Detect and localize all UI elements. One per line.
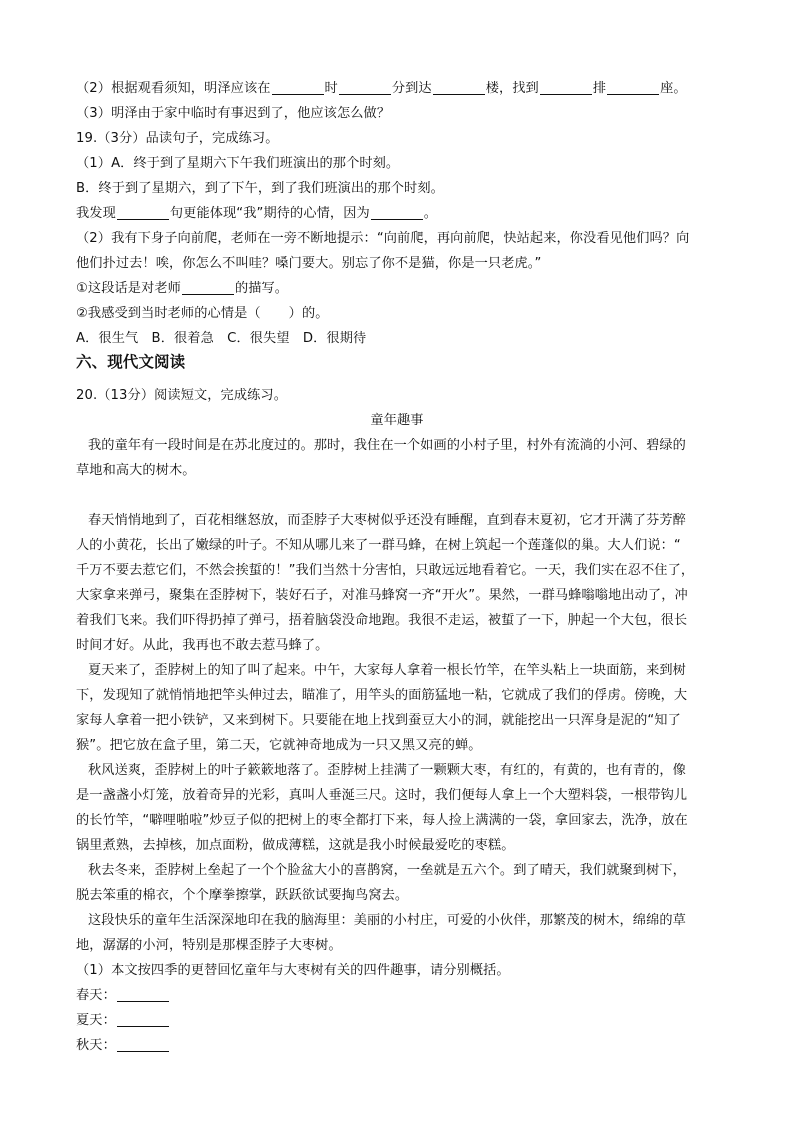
passage-line: 春天悄悄地到了，百花相继怒放，而歪脖子大枣树似乎还没有睡醒，直到春末夏初，它才开满了芬芳醉	[88, 513, 686, 528]
answer-blank-seat[interactable]	[607, 80, 659, 95]
passage-line: 我的童年有一段时间是在苏北度过的。那时，我住在一个如画的小村子里，村外有流淌的小河、碧绿的	[88, 438, 686, 453]
q18-item3: （3）明泽由于家中临时有事迟到了，他应该怎么做？	[76, 106, 391, 121]
passage-line: 大家拿来弹弓，聚集在歪脖树下，装好石子，对准马蜂窝一齐“开火”。果然，一群马蜂嗡嗡地出动了，冲	[76, 588, 688, 603]
q20-autumn	[76, 1033, 722, 1058]
passage-line: 脱去笨重的棉衣，个个摩拳擦掌，跃跃欲试要掏鸟窝去。	[76, 888, 409, 903]
answer-blank-spring[interactable]	[117, 987, 169, 1002]
answer-blank-row[interactable]	[540, 80, 592, 95]
q19-compare-text: 我发现	[76, 206, 116, 221]
passage-line: 猴”。把它放在盒子里，第二天，它就神奇地成为一只又黑又亮的蝉。	[76, 738, 482, 753]
passage-line: 锅里煮熟，去掉核，加点面粉，做成薄糕，这就是我小时候最爱吃的枣糕。	[76, 838, 515, 853]
passage-line: 这段快乐的童年生活深深地印在我的脑海里：美丽的小村庄，可爱的小伙伴，那繁茂的树木，绵绵的草	[88, 913, 686, 928]
q18-item2	[76, 76, 722, 101]
answer-blank-minute[interactable]	[339, 80, 391, 95]
passage-line: 千万不要去惹它们，不然会挨蜇的！”我们当然十分害怕，只敢远远地看着它。一天，我们实在忍不住了，	[76, 563, 695, 578]
q20-summer	[76, 1008, 722, 1033]
answer-blank-floor[interactable]	[433, 80, 485, 95]
q19-heading: 19.（3分）品读句子，完成练习。	[76, 131, 279, 146]
passage-line: 草地和高大的树木。	[76, 463, 196, 478]
q19-sub2-text: ）的。	[288, 306, 329, 321]
passage-line: 秋去冬来，歪脖树上垒起了一个个脸盆大小的喜鹊窝，一垒就是五六个。到了晴天，我们就聚到树下，	[88, 863, 686, 878]
q20-sub1: （1）本文按四季的更替回忆童年与大枣树有关的四件趣事，请分别概括。	[76, 963, 510, 978]
q18-item2-text: 排	[592, 81, 607, 96]
q20-spring	[76, 983, 722, 1008]
q19-options[interactable]: A．很生气 B．很着急 C．很失望 D．很期待	[76, 331, 367, 346]
passage-line: 地，潺潺的小河，特别是那棵歪脖子大枣树。	[76, 938, 342, 953]
q19-passage-line: 他们扑过去！唉，你怎么不叫哇？嗓门要大。别忘了你不是猫，你是一只老虎。”	[76, 256, 542, 271]
q19-compare	[76, 201, 722, 226]
q18-item2-text: 座。	[660, 81, 687, 96]
q19-sub1	[76, 276, 722, 301]
q18-item2-text: （2）根据观看须知，明泽应该在	[76, 81, 271, 96]
q19-sentence-a: （1）A．终于到了星期六下午我们班演出的那个时刻。	[76, 156, 400, 171]
q18-item2-text: 分到达	[391, 81, 432, 96]
section-heading: 六、现代文阅读	[76, 353, 186, 371]
answer-blank-reason[interactable]	[371, 205, 423, 220]
passage-line: 家每人拿着一把小铁铲，又来到树下。只要能在地上找到蚕豆大小的洞，就能挖出一只浑身是泥的“知了	[76, 713, 681, 728]
q20-heading: 20.（13分）阅读短文，完成练习。	[76, 388, 287, 403]
q19-sub1-text: 的描写。	[234, 281, 289, 296]
passage-line: 下，发现知了就悄悄地把竿头伸过去，瞄准了，用竿头的面筋猛地一粘，它就成了我们的俘虏。傍晚，大	[76, 688, 688, 703]
season-label: 秋天：	[76, 1038, 116, 1053]
answer-blank-summer[interactable]	[117, 1012, 169, 1027]
q19-passage-line: （2）我有下身子向前爬，老师在一旁不断地提示：“向前爬，再向前爬，快站起来，你没看见他们吗？向	[76, 231, 690, 246]
answer-blank-autumn[interactable]	[117, 1037, 169, 1052]
passage-line: 的长竹竿，“噼哩啪啦”炒豆子似的把树上的枣全都打下来，每人捡上满满的一袋，拿回家去，洗净，放在	[76, 813, 688, 828]
passage-line: 是一盏盏小灯笼，放着奇异的光彩，真叫人垂涎三尺。这时，我们便每人拿上一个大塑料袋，一根带钩儿	[76, 788, 688, 803]
q18-item2-text: 楼，找到	[485, 81, 539, 96]
passage-line: 秋风送爽，歪脖树上的叶子簌簌地落了。歪脖树上挂满了一颗颗大枣，有红的，有黄的，也有青的，像	[88, 763, 686, 778]
answer-blank-description[interactable]	[182, 280, 234, 295]
season-label: 夏天：	[76, 1013, 116, 1028]
season-label: 春天：	[76, 988, 116, 1003]
q19-compare-text: 。	[423, 206, 438, 221]
q19-sub2	[76, 301, 722, 326]
passage-title: 童年趣事	[370, 413, 424, 428]
q18-item2-text: 时	[324, 81, 338, 96]
answer-blank-sentence[interactable]	[117, 205, 169, 220]
q19-compare-text: 句更能体现“我”期待的心情，因为	[169, 206, 370, 221]
passage-line: 着我们飞来。我们吓得扔掉了弹弓，捂着脑袋没命地跑。我很不走运，被蜇了一下，肿起一个大包，很长	[76, 613, 688, 628]
passage-line: 人的小黄花，长出了嫩绿的叶子。不知从哪儿来了一群马蜂，在树上筑起一个莲蓬似的巢。大人们说：“	[76, 538, 681, 553]
answer-blank-hour[interactable]	[272, 80, 324, 95]
q19-sub1-text: ①这段话是对老师	[76, 281, 181, 296]
passage-line: 夏天来了，歪脖树上的知了叫了起来。中午，大家每人拿着一根长竹竿，在竿头粘上一块面筋，来到树	[88, 663, 686, 678]
q19-sub2-text: ②我感受到当时老师的心情是（	[76, 306, 261, 321]
q19-sentence-b: B．终于到了星期六，到了下午，到了我们班演出的那个时刻。	[76, 181, 444, 196]
passage-line: 时间才好。从此，我再也不敢去惹马蜂了。	[76, 638, 329, 653]
